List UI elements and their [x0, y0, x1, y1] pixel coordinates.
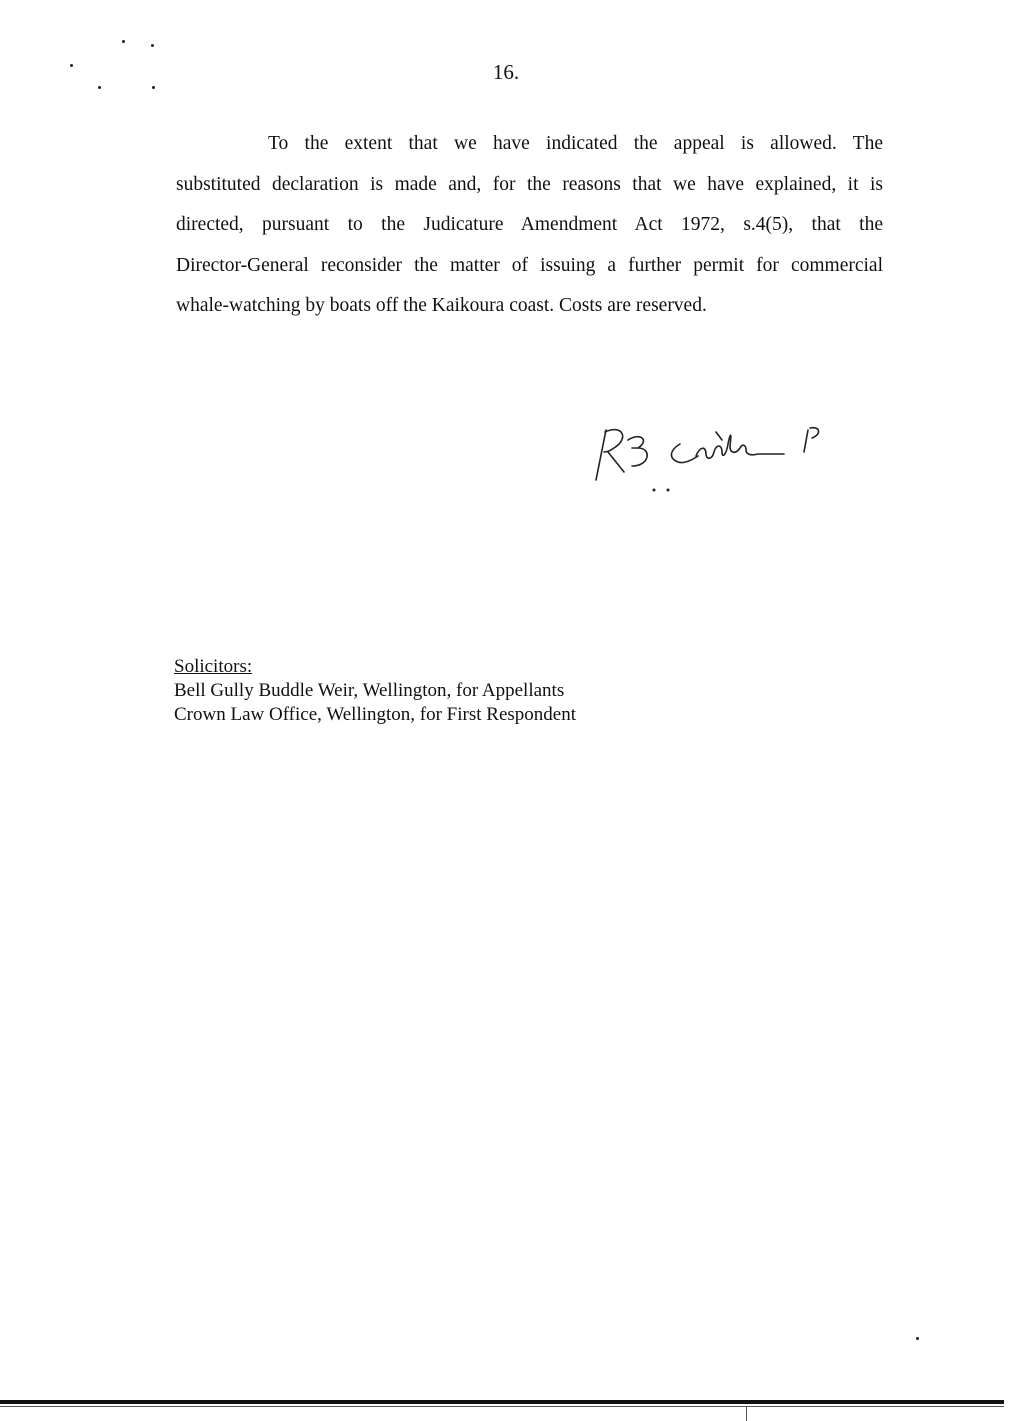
- handwritten-signature: [588, 410, 848, 510]
- footer-rule: [0, 1400, 1004, 1404]
- paragraph-line: substituted declaration is made and, for the reasons that we have explained, it is: [176, 173, 883, 195]
- scan-speck: [151, 44, 154, 47]
- scan-speck: [122, 40, 125, 43]
- solicitor-entry: Crown Law Office, Wellington, for First Respondent: [174, 704, 576, 725]
- paragraph-line: Director-General reconsider the matter of issuing a further permit for commercial: [176, 254, 883, 276]
- footer-tick: [746, 1407, 747, 1421]
- paragraph-line: whale-watching by boats off the Kaikoura coast. Costs are reserved.: [176, 295, 707, 316]
- paragraph-line: To the extent that we have indicated the appeal is allowed. The: [268, 133, 883, 154]
- solicitors-block: [174, 655, 576, 727]
- scan-speck: [916, 1337, 919, 1340]
- solicitors-heading: Solicitors:: [174, 656, 253, 677]
- solicitor-entry: Bell Gully Buddle Weir, Wellington, for Appellants: [174, 680, 565, 701]
- footer-rule: [0, 1406, 1004, 1407]
- scan-speck: [152, 86, 155, 89]
- scan-speck: [98, 86, 101, 89]
- judgment-paragraph: [176, 124, 883, 327]
- page-number: 16.: [492, 60, 520, 84]
- paragraph-line: directed, pursuant to the Judicature Amendment Act 1972, s.4(5), that the: [176, 214, 883, 235]
